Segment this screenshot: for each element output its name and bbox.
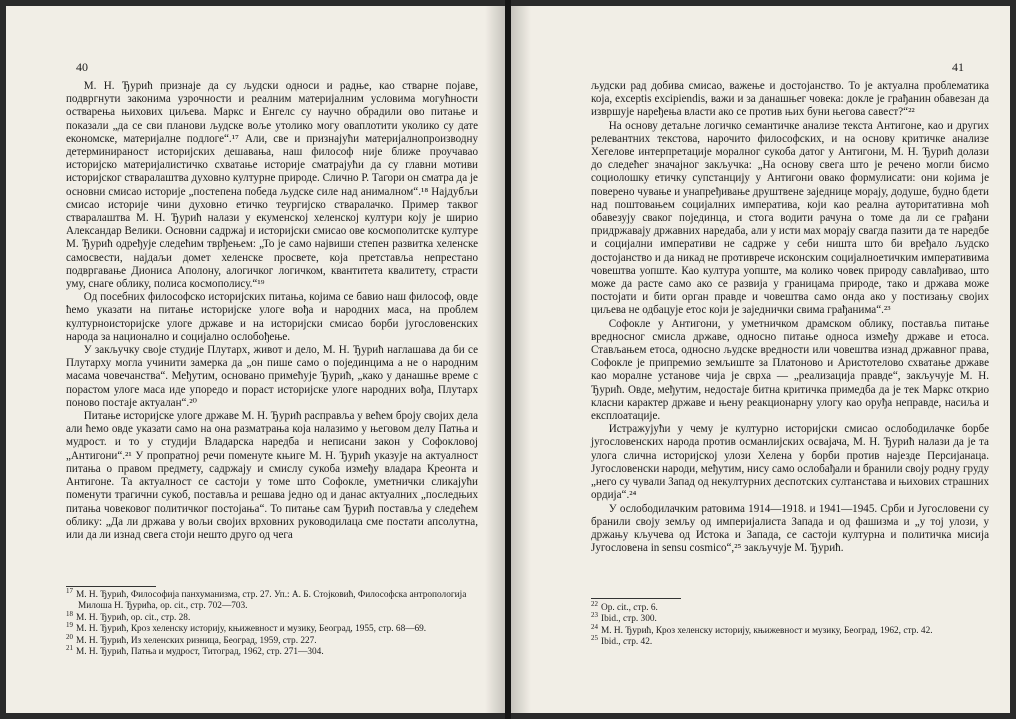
footnote-number: 23 <box>591 611 598 620</box>
footnote-divider <box>591 598 681 599</box>
right-page <box>511 6 1010 713</box>
body-text <box>591 80 989 555</box>
footnote <box>66 609 480 624</box>
footnote-text: М. Н. Ђурић, Философија панхуманизма, стр. 27. Уп.: А. Б. Стојковић, Философска антропологија Милоша Н. Ђурића, op. cit., стр. 702—703. <box>76 590 467 612</box>
body-text <box>66 80 478 542</box>
footnote-number: 22 <box>591 599 598 608</box>
footnote-number: 21 <box>66 643 73 652</box>
footnote-text: М. Н. Ђурић, Патња и мудрост, Титоград, 1962, стр. 271—304. <box>76 647 324 658</box>
footnote <box>66 632 480 647</box>
footnote-number: 17 <box>66 586 73 595</box>
paragraph: људски рад добива смисао, важење и достојанство. То је актуална проблематика која, exceptis excipiendis, важи и за данашњег човека: докле је грађанин обавезан да извршује наређења власти ако се против њих буни његова савест?“²² <box>591 80 989 119</box>
footnote-number: 25 <box>591 634 598 643</box>
footnote <box>66 643 480 658</box>
footnote-text: Ibid., стр. 300. <box>601 614 657 625</box>
footnote-number: 20 <box>66 632 73 641</box>
paragraph: Истражујући у чему је културно историјски смисао ослободилачке борбе југословенских народа против османлијских освајача, М. Н. Ђурић налази да је та улога слична историјској улози Хелена у борби против најезде Персијанаца. Југословенски народи, међутим, нису само ослобађали и бранили своју родну груду „него су чували Запад од некултурних деспотских султанстава и њихових страшних ордија“.²⁴ <box>591 423 989 502</box>
footnote-text: М. Н. Ђурић, Кроз хеленску историју, књижевност и музику, Београд, 1955, стр. 68—69. <box>76 624 427 635</box>
paragraph: На основу детаљне логичко семантичке анализе текста Антигоне, као и других релевантних текстова, нарочито философских, и на основу критичке анализе Хегелове интерпретације моралног сукоба датог у Антигони, М. Н. Ђурић долази до следећег значајног закључка: „На основу свега што је речено могли бисмо социолошку етичку супстанцију у Антигони овако формулисати: они којима је поверено чување и унапређивање друштвене заједнице морају, додуше, будно бдети над поштовањем социјалних императива, који као реална ауторитативна моћ обавезују сваког појединца, и стога водити рачуна о томе да ли се грађани придржавају државних наредаба, али у исти мах морају свагда пазити да те наредбе и социјални императиви не садрже у себи ништа што би вређало људско достојанство и да никад не противрече исконским социјалноетичким императивима човештва уопште. Као култура уопште, ма колико човек природу савлађивао, што може да расте само ако се развија у границама природе, тако и држава може постојати и бити орган правде и човештва само онда ако у постизању својих циљева не одбацује етос који је заједнички свима грађанима“.²³ <box>591 119 989 317</box>
footnote-text: Ibid., стр. 42. <box>601 637 653 648</box>
paragraph: М. Н. Ђурић признаје да су људски односи и радње, као стварне појаве, подвргнути законима узрочности и реалним материјалним условима могућности остварења њихових циљева. Маркс и Енгелс су научно обрадили ово питање и показали „да се сви планови људске воље утолико могу оваплотити уколико су дате економске, материјалне подлоге“.¹⁷ Али, све и признајући материјалнопроизводну детерминираност историјских дешавања, наш философ није ближе проучавао историјско материјалистичко схватање историје сматрајући да су главни мотиви историјског стваралаштва духовно културне природе. Слично Р. Тагори он сматра да је основни смисао историје „постепена победа људске силе над анималном“.¹⁸ Најдубљи смисао историје чини духовно етичко теургијско стваралачко. Пример таквог стваралаштва М. Н. Ђурић налази у екуменској хеленској култури коју је ширио Александар Велики. Основни садржај и историјски смисао ове космополитске културе М. Ђурић одређује следећим тврђењем: „То је само највиши степен развитка хеленске самосвести, најдаљи домет хеленске просвете, која претставља непрестано подвргавање Диониса Аполону, алогичког логичком, квантитета квалитету, страсти уму, снаге облику, полиса космополису.“¹⁹ <box>66 80 478 291</box>
footnote-divider <box>66 586 156 587</box>
footnotes <box>66 586 480 658</box>
footnote-text: Op. cit., стр. 6. <box>601 603 658 613</box>
paragraph: Од посебних философско историјских питања, којима се бавио наш философ, овде ћемо указати на питање историјске улоге вођа и народних маса, на проблем културноисторијске улоге државе и на историјски смисао борби југословенских народа за национално и социјално ослобођење. <box>66 291 478 343</box>
footnotes <box>591 599 989 649</box>
footnote <box>66 621 480 635</box>
footnote <box>591 599 989 614</box>
footnote <box>591 634 989 648</box>
footnote-number: 24 <box>591 622 598 631</box>
page-number: 40 <box>76 60 88 74</box>
footnote-number: 19 <box>66 621 73 630</box>
footnote-text: М. Н. Ђурић, Кроз хеленску историју, књижевност и музику, Београд, 1962, стр. 42. <box>601 625 933 636</box>
footnote-text: М. Н. Ђурић, Из хеленских ризница, Београд, 1959, стр. 227. <box>76 635 317 646</box>
footnote <box>66 586 480 613</box>
left-page <box>6 6 505 713</box>
footnote-number: 18 <box>66 609 73 618</box>
footnote <box>591 611 989 625</box>
page-number: 41 <box>952 60 964 74</box>
paragraph: У ослободилачким ратовима 1914—1918. и 1941—1945. Срби и Југословени су бранили своју земљу од империјалиста Запада и од фашизма и „у тој улози, у држању кључева од Истока и Запада, се састоји културна и политичка мисија Југословена in sensu cosmico“,²⁵ закључује М. Ђурић. <box>591 502 989 555</box>
paragraph: Питање историјске улоге државе М. Н. Ђурић расправља у већем броју својих дела али ћемо овде указати само на она размaтрања која налазимо у његовом делу Патња и мудрост. и то у студији Владарска наредба и неписани закон у Софокловој „Антигони“.²¹ У пропратној речи поменуте књиге М. Н. Ђурић указује на актуалност питања о правом предмету, садржају и смислу сукоба између владара Креонта и Антигоне. Та актуалност се састоји у томе што Софокле, уметнички сликајући поменути трагични сукоб, поставља и решава једно од и данас актуалних „последњих питања човековог политичког постојања“. То питање сам Ђурић поставља у следећем облику: „Да ли држава у вољи својих врховних руководилаца сме постати апсолутна, или да ли изнад свега стоји нешто друго од чега <box>66 410 478 541</box>
footnote <box>591 622 989 637</box>
paragraph: У закључку своје студије Плутарх, живот и дело, М. Н. Ђурић наглашава да би се Плутарху могла учинити замерка да „он пише само о појединцима а не о народним масама човечанства“. Међутим, основано примећује Ђурић, „како у данашње време с порастом улоге маса иде упоредо и пораст историјске улоге народних вођа, Плутарх поново постаје актуалан“.²⁰ <box>66 344 478 409</box>
paragraph: Софокле у Антигони, у уметничком драмском облику, поставља питање вредносног смисла државе, односно питање односа између државе и етоса. Стављањем етоса, односно људске вредности или човештва изнад државног права, Софокле је припремио земљиште за Платоново и Аристотелово схватање државе као моралне установе чија је сврха — „реализација правде“, закључује М. Н. Ђурић. Овде, међутим, недостаје битна критичка примедба да је тек Маркс открио класни карактер државе и њену реакционарну улогу као оруђа неправде, насиља и експлоатације. <box>591 317 989 423</box>
footnote-text: М. Н. Ђурић, op. cit., стр. 28. <box>76 612 191 623</box>
